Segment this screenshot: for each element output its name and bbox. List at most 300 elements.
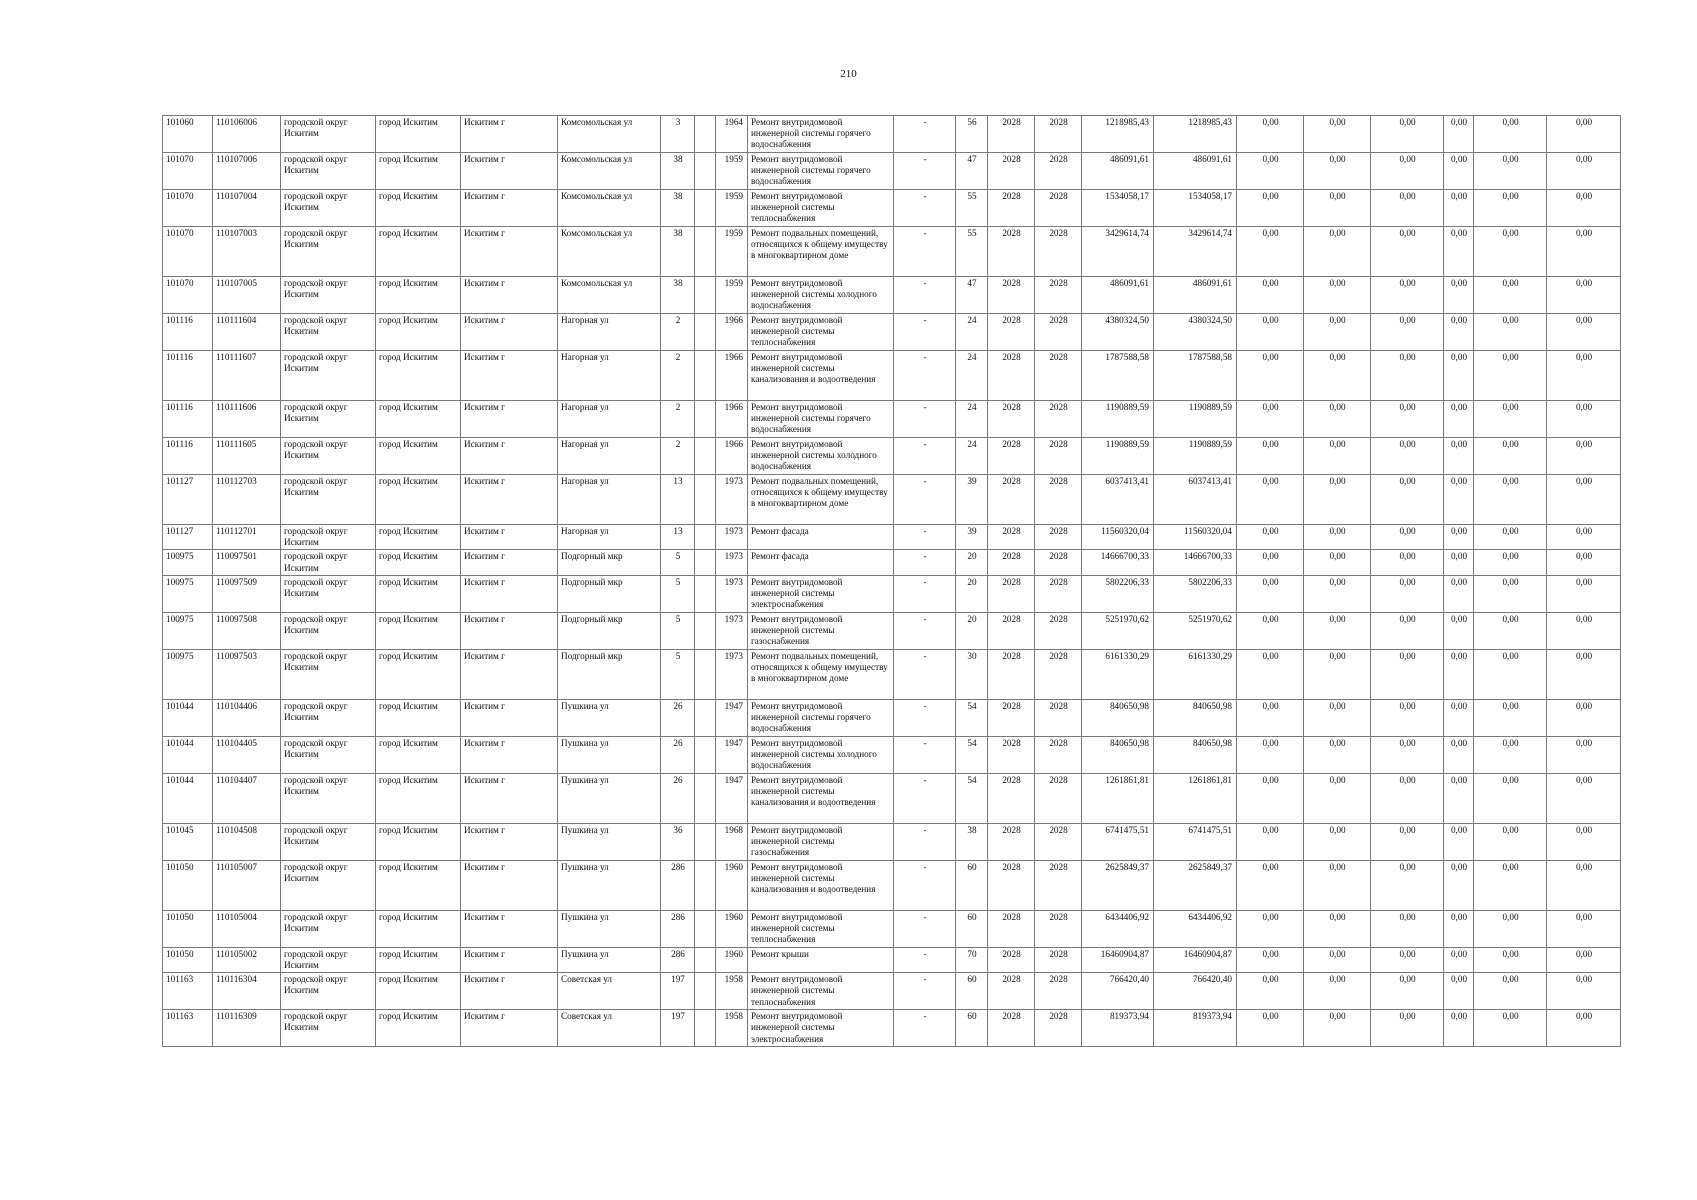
other-funds-cell: 0,00 <box>1474 773 1547 823</box>
settlement-cell: город Искитим <box>376 277 461 314</box>
city-cell: Искитим г <box>461 575 558 612</box>
work-type-cell: Ремонт внутридомовой инженерной системы теплоснабжения <box>748 190 894 227</box>
object-id-cell: 110107006 <box>213 153 281 190</box>
plan-year-end-cell: 2028 <box>1035 438 1082 475</box>
uid-cell: 100975 <box>163 649 213 699</box>
work-type-cell: Ремонт внутридомовой инженерной системы теплоснабжения <box>748 314 894 351</box>
municipality-cell: городской округ Искитим <box>281 910 376 947</box>
city-cell: Искитим г <box>461 736 558 773</box>
year-cell: 1947 <box>716 773 748 823</box>
owner-funds-cell: 0,00 <box>1444 314 1474 351</box>
uid-cell: 101127 <box>163 475 213 525</box>
total-cost-cell: 16460904,87 <box>1082 947 1154 972</box>
plan-year-start-cell: 2028 <box>988 910 1035 947</box>
budget-cell: 0,00 <box>1237 277 1304 314</box>
municipality-cell: городской округ Искитим <box>281 699 376 736</box>
total-cost-cell: 6037413,41 <box>1082 475 1154 525</box>
city-cell: Искитим г <box>461 649 558 699</box>
other-funds-cell: 0,00 <box>1474 351 1547 401</box>
regional-budget-cell: 0,00 <box>1304 277 1371 314</box>
work-type-cell: Ремонт внутридомовой инженерной системы горячего водоснабжения <box>748 401 894 438</box>
building-cell <box>695 153 716 190</box>
total-cost-cell: 486091,61 <box>1082 153 1154 190</box>
house-cell: 2 <box>661 438 695 475</box>
plan-year-start-cell: 2028 <box>988 612 1035 649</box>
budget-cell: 0,00 <box>1237 190 1304 227</box>
table-row <box>163 190 1621 227</box>
owner-funds-cell: 0,00 <box>1444 910 1474 947</box>
wear-cell: 39 <box>956 475 988 525</box>
total-cost-cell: 1787588,58 <box>1082 351 1154 401</box>
house-cell: 38 <box>661 227 695 277</box>
municipality-cell: городской округ Искитим <box>281 736 376 773</box>
settlement-cell: город Искитим <box>376 475 461 525</box>
municipality-cell: городской округ Искитим <box>281 438 376 475</box>
other-funds-cell: 0,00 <box>1474 190 1547 227</box>
settlement-cell: город Искитим <box>376 947 461 972</box>
house-cell: 286 <box>661 947 695 972</box>
street-cell: Подгорный мкр <box>558 612 661 649</box>
plan-year-start-cell: 2028 <box>988 550 1035 575</box>
year-cell: 1966 <box>716 351 748 401</box>
extra-funds-cell: 0,00 <box>1547 475 1621 525</box>
object-id-cell: 110097509 <box>213 575 281 612</box>
city-cell: Искитим г <box>461 475 558 525</box>
plan-year-start-cell: 2028 <box>988 277 1035 314</box>
house-cell: 5 <box>661 612 695 649</box>
object-id-cell: 110112701 <box>213 525 281 550</box>
house-cell: 5 <box>661 575 695 612</box>
year-cell: 1960 <box>716 910 748 947</box>
municipality-cell: городской округ Искитим <box>281 525 376 550</box>
work-type-cell: Ремонт внутридомовой инженерной системы холодного водоснабжения <box>748 277 894 314</box>
street-cell: Нагорная ул <box>558 314 661 351</box>
street-cell: Пушкина ул <box>558 699 661 736</box>
wear-cell: 24 <box>956 401 988 438</box>
uid-cell: 101044 <box>163 699 213 736</box>
settlement-cell: город Искитим <box>376 612 461 649</box>
city-cell: Искитим г <box>461 351 558 401</box>
other-funds-cell: 0,00 <box>1474 823 1547 860</box>
plan-year-start-cell: 2028 <box>988 401 1035 438</box>
budget-cell: 0,00 <box>1237 910 1304 947</box>
year-cell: 1973 <box>716 475 748 525</box>
total-cost-cell: 840650,98 <box>1082 736 1154 773</box>
extra-funds-cell: 0,00 <box>1547 860 1621 910</box>
table-row <box>163 153 1621 190</box>
settlement-cell: город Искитим <box>376 773 461 823</box>
plan-year-start-cell: 2028 <box>988 649 1035 699</box>
wear-cell: 54 <box>956 736 988 773</box>
total-cost-cell: 6161330,29 <box>1082 649 1154 699</box>
regional-budget-cell: 0,00 <box>1304 736 1371 773</box>
work-type-cell: Ремонт подвальных помещений, относящихся к общему имуществу в многоквартирном доме <box>748 227 894 277</box>
regional-budget-cell: 0,00 <box>1304 227 1371 277</box>
local-budget-cell: 0,00 <box>1371 525 1444 550</box>
year-cell: 1973 <box>716 649 748 699</box>
total-cost-cell: 1218985,43 <box>1082 116 1154 153</box>
regional-budget-cell: 0,00 <box>1304 612 1371 649</box>
extra-funds-cell: 0,00 <box>1547 401 1621 438</box>
uid-cell: 101116 <box>163 438 213 475</box>
uid-cell: 100975 <box>163 575 213 612</box>
city-cell: Искитим г <box>461 910 558 947</box>
dash-cell: - <box>894 153 956 190</box>
municipality-cell: городской округ Искитим <box>281 116 376 153</box>
other-funds-cell: 0,00 <box>1474 525 1547 550</box>
uid-cell: 101163 <box>163 973 213 1010</box>
owner-funds-cell: 0,00 <box>1444 190 1474 227</box>
regional-budget-cell: 0,00 <box>1304 401 1371 438</box>
plan-year-start-cell: 2028 <box>988 227 1035 277</box>
budget-cell: 0,00 <box>1237 314 1304 351</box>
plan-year-end-cell: 2028 <box>1035 947 1082 972</box>
plan-year-end-cell: 2028 <box>1035 612 1082 649</box>
budget-cell: 0,00 <box>1237 736 1304 773</box>
table-row <box>163 277 1621 314</box>
building-cell <box>695 823 716 860</box>
other-funds-cell: 0,00 <box>1474 575 1547 612</box>
wear-cell: 20 <box>956 550 988 575</box>
wear-cell: 39 <box>956 525 988 550</box>
building-cell <box>695 699 716 736</box>
table-row <box>163 475 1621 525</box>
total-cost-cell: 6434406,92 <box>1082 910 1154 947</box>
plan-year-start-cell: 2028 <box>988 973 1035 1010</box>
wear-cell: 20 <box>956 612 988 649</box>
plan-year-start-cell: 2028 <box>988 190 1035 227</box>
city-cell: Искитим г <box>461 153 558 190</box>
work-type-cell: Ремонт внутридомовой инженерной системы электроснабжения <box>748 575 894 612</box>
work-type-cell: Ремонт внутридомовой инженерной системы канализования и водоотведения <box>748 860 894 910</box>
fund-cost-cell: 1190889,59 <box>1154 401 1237 438</box>
settlement-cell: город Искитим <box>376 699 461 736</box>
house-cell: 26 <box>661 699 695 736</box>
building-cell <box>695 438 716 475</box>
plan-year-end-cell: 2028 <box>1035 860 1082 910</box>
street-cell: Подгорный мкр <box>558 649 661 699</box>
plan-year-end-cell: 2028 <box>1035 550 1082 575</box>
extra-funds-cell: 0,00 <box>1547 612 1621 649</box>
work-type-cell: Ремонт фасада <box>748 550 894 575</box>
work-type-cell: Ремонт внутридомовой инженерной системы горячего водоснабжения <box>748 116 894 153</box>
street-cell: Комсомольская ул <box>558 153 661 190</box>
dash-cell: - <box>894 438 956 475</box>
street-cell: Нагорная ул <box>558 525 661 550</box>
uid-cell: 101044 <box>163 773 213 823</box>
building-cell <box>695 736 716 773</box>
wear-cell: 47 <box>956 153 988 190</box>
budget-cell: 0,00 <box>1237 575 1304 612</box>
work-type-cell: Ремонт внутридомовой инженерной системы холодного водоснабжения <box>748 438 894 475</box>
owner-funds-cell: 0,00 <box>1444 973 1474 1010</box>
year-cell: 1973 <box>716 550 748 575</box>
regional-budget-cell: 0,00 <box>1304 190 1371 227</box>
extra-funds-cell: 0,00 <box>1547 550 1621 575</box>
uid-cell: 101050 <box>163 910 213 947</box>
work-type-cell: Ремонт крыши <box>748 947 894 972</box>
table-row <box>163 401 1621 438</box>
fund-cost-cell: 16460904,87 <box>1154 947 1237 972</box>
house-cell: 26 <box>661 773 695 823</box>
street-cell: Советская ул <box>558 1010 661 1047</box>
object-id-cell: 110106006 <box>213 116 281 153</box>
extra-funds-cell: 0,00 <box>1547 277 1621 314</box>
plan-year-start-cell: 2028 <box>988 823 1035 860</box>
total-cost-cell: 14666700,33 <box>1082 550 1154 575</box>
object-id-cell: 110111606 <box>213 401 281 438</box>
other-funds-cell: 0,00 <box>1474 314 1547 351</box>
municipality-cell: городской округ Искитим <box>281 773 376 823</box>
owner-funds-cell: 0,00 <box>1444 575 1474 612</box>
owner-funds-cell: 0,00 <box>1444 550 1474 575</box>
wear-cell: 47 <box>956 277 988 314</box>
extra-funds-cell: 0,00 <box>1547 773 1621 823</box>
dash-cell: - <box>894 947 956 972</box>
fund-cost-cell: 486091,61 <box>1154 277 1237 314</box>
table-row <box>163 947 1621 972</box>
budget-cell: 0,00 <box>1237 699 1304 736</box>
budget-cell: 0,00 <box>1237 153 1304 190</box>
building-cell <box>695 575 716 612</box>
local-budget-cell: 0,00 <box>1371 773 1444 823</box>
plan-year-start-cell: 2028 <box>988 525 1035 550</box>
regional-budget-cell: 0,00 <box>1304 910 1371 947</box>
plan-year-end-cell: 2028 <box>1035 116 1082 153</box>
year-cell: 1966 <box>716 438 748 475</box>
year-cell: 1958 <box>716 973 748 1010</box>
plan-year-end-cell: 2028 <box>1035 575 1082 612</box>
owner-funds-cell: 0,00 <box>1444 351 1474 401</box>
wear-cell: 54 <box>956 773 988 823</box>
work-type-cell: Ремонт внутридомовой инженерной системы холодного водоснабжения <box>748 736 894 773</box>
fund-cost-cell: 5802206,33 <box>1154 575 1237 612</box>
plan-year-end-cell: 2028 <box>1035 773 1082 823</box>
work-type-cell: Ремонт внутридомовой инженерной системы теплоснабжения <box>748 910 894 947</box>
regional-budget-cell: 0,00 <box>1304 947 1371 972</box>
object-id-cell: 110097503 <box>213 649 281 699</box>
fund-cost-cell: 6741475,51 <box>1154 823 1237 860</box>
object-id-cell: 110111605 <box>213 438 281 475</box>
house-cell: 5 <box>661 649 695 699</box>
owner-funds-cell: 0,00 <box>1444 153 1474 190</box>
other-funds-cell: 0,00 <box>1474 649 1547 699</box>
owner-funds-cell: 0,00 <box>1444 823 1474 860</box>
house-cell: 38 <box>661 277 695 314</box>
dash-cell: - <box>894 277 956 314</box>
table-row <box>163 910 1621 947</box>
municipality-cell: городской округ Искитим <box>281 190 376 227</box>
object-id-cell: 110097508 <box>213 612 281 649</box>
municipality-cell: городской округ Искитим <box>281 1010 376 1047</box>
local-budget-cell: 0,00 <box>1371 153 1444 190</box>
building-cell <box>695 475 716 525</box>
house-cell: 286 <box>661 910 695 947</box>
municipality-cell: городской округ Искитим <box>281 314 376 351</box>
local-budget-cell: 0,00 <box>1371 575 1444 612</box>
building-cell <box>695 277 716 314</box>
dash-cell: - <box>894 860 956 910</box>
regional-budget-cell: 0,00 <box>1304 823 1371 860</box>
fund-cost-cell: 6434406,92 <box>1154 910 1237 947</box>
dash-cell: - <box>894 699 956 736</box>
table-row <box>163 314 1621 351</box>
city-cell: Искитим г <box>461 227 558 277</box>
object-id-cell: 110107005 <box>213 277 281 314</box>
municipality-cell: городской округ Искитим <box>281 860 376 910</box>
table-row <box>163 773 1621 823</box>
local-budget-cell: 0,00 <box>1371 649 1444 699</box>
total-cost-cell: 5251970,62 <box>1082 612 1154 649</box>
owner-funds-cell: 0,00 <box>1444 860 1474 910</box>
plan-year-start-cell: 2028 <box>988 116 1035 153</box>
street-cell: Советская ул <box>558 973 661 1010</box>
total-cost-cell: 6741475,51 <box>1082 823 1154 860</box>
fund-cost-cell: 819373,94 <box>1154 1010 1237 1047</box>
dash-cell: - <box>894 736 956 773</box>
local-budget-cell: 0,00 <box>1371 190 1444 227</box>
owner-funds-cell: 0,00 <box>1444 525 1474 550</box>
building-cell <box>695 947 716 972</box>
budget-cell: 0,00 <box>1237 947 1304 972</box>
building-cell <box>695 550 716 575</box>
dash-cell: - <box>894 314 956 351</box>
local-budget-cell: 0,00 <box>1371 550 1444 575</box>
municipality-cell: городской округ Искитим <box>281 277 376 314</box>
fund-cost-cell: 6037413,41 <box>1154 475 1237 525</box>
regional-budget-cell: 0,00 <box>1304 351 1371 401</box>
settlement-cell: город Искитим <box>376 116 461 153</box>
total-cost-cell: 1534058,17 <box>1082 190 1154 227</box>
plan-year-start-cell: 2028 <box>988 947 1035 972</box>
object-id-cell: 110112703 <box>213 475 281 525</box>
extra-funds-cell: 0,00 <box>1547 947 1621 972</box>
street-cell: Комсомольская ул <box>558 116 661 153</box>
extra-funds-cell: 0,00 <box>1547 153 1621 190</box>
settlement-cell: город Искитим <box>376 190 461 227</box>
fund-cost-cell: 2625849,37 <box>1154 860 1237 910</box>
work-type-cell: Ремонт фасада <box>748 525 894 550</box>
plan-year-start-cell: 2028 <box>988 153 1035 190</box>
street-cell: Пушкина ул <box>558 736 661 773</box>
municipality-cell: городской округ Искитим <box>281 153 376 190</box>
local-budget-cell: 0,00 <box>1371 910 1444 947</box>
plan-year-start-cell: 2028 <box>988 860 1035 910</box>
total-cost-cell: 5802206,33 <box>1082 575 1154 612</box>
local-budget-cell: 0,00 <box>1371 947 1444 972</box>
house-cell: 36 <box>661 823 695 860</box>
owner-funds-cell: 0,00 <box>1444 773 1474 823</box>
local-budget-cell: 0,00 <box>1371 823 1444 860</box>
extra-funds-cell: 0,00 <box>1547 823 1621 860</box>
house-cell: 26 <box>661 736 695 773</box>
total-cost-cell: 840650,98 <box>1082 699 1154 736</box>
local-budget-cell: 0,00 <box>1371 612 1444 649</box>
plan-year-start-cell: 2028 <box>988 475 1035 525</box>
local-budget-cell: 0,00 <box>1371 438 1444 475</box>
fund-cost-cell: 3429614,74 <box>1154 227 1237 277</box>
budget-cell: 0,00 <box>1237 973 1304 1010</box>
plan-year-end-cell: 2028 <box>1035 351 1082 401</box>
wear-cell: 60 <box>956 973 988 1010</box>
settlement-cell: город Искитим <box>376 351 461 401</box>
municipality-cell: городской округ Искитим <box>281 351 376 401</box>
fund-cost-cell: 1190889,59 <box>1154 438 1237 475</box>
work-type-cell: Ремонт внутридомовой инженерной системы канализования и водоотведения <box>748 351 894 401</box>
other-funds-cell: 0,00 <box>1474 612 1547 649</box>
uid-cell: 101116 <box>163 401 213 438</box>
table-row <box>163 227 1621 277</box>
other-funds-cell: 0,00 <box>1474 277 1547 314</box>
table-row <box>163 1010 1621 1047</box>
table-row <box>163 823 1621 860</box>
plan-year-end-cell: 2028 <box>1035 910 1082 947</box>
uid-cell: 101045 <box>163 823 213 860</box>
work-type-cell: Ремонт внутридомовой инженерной системы газоснабжения <box>748 823 894 860</box>
settlement-cell: город Искитим <box>376 823 461 860</box>
plan-year-start-cell: 2028 <box>988 773 1035 823</box>
total-cost-cell: 1190889,59 <box>1082 401 1154 438</box>
year-cell: 1960 <box>716 947 748 972</box>
street-cell: Подгорный мкр <box>558 575 661 612</box>
dash-cell: - <box>894 525 956 550</box>
uid-cell: 101127 <box>163 525 213 550</box>
other-funds-cell: 0,00 <box>1474 1010 1547 1047</box>
total-cost-cell: 819373,94 <box>1082 1010 1154 1047</box>
budget-cell: 0,00 <box>1237 550 1304 575</box>
wear-cell: 24 <box>956 314 988 351</box>
wear-cell: 38 <box>956 823 988 860</box>
wear-cell: 55 <box>956 190 988 227</box>
budget-cell: 0,00 <box>1237 1010 1304 1047</box>
wear-cell: 20 <box>956 575 988 612</box>
uid-cell: 101070 <box>163 227 213 277</box>
settlement-cell: город Искитим <box>376 649 461 699</box>
total-cost-cell: 1261861,81 <box>1082 773 1154 823</box>
year-cell: 1947 <box>716 736 748 773</box>
regional-budget-cell: 0,00 <box>1304 314 1371 351</box>
uid-cell: 101050 <box>163 947 213 972</box>
regional-budget-cell: 0,00 <box>1304 973 1371 1010</box>
year-cell: 1960 <box>716 860 748 910</box>
dash-cell: - <box>894 973 956 1010</box>
year-cell: 1959 <box>716 277 748 314</box>
house-cell: 286 <box>661 860 695 910</box>
dash-cell: - <box>894 773 956 823</box>
plan-year-end-cell: 2028 <box>1035 190 1082 227</box>
year-cell: 1968 <box>716 823 748 860</box>
year-cell: 1966 <box>716 401 748 438</box>
city-cell: Искитим г <box>461 823 558 860</box>
street-cell: Нагорная ул <box>558 351 661 401</box>
building-cell <box>695 351 716 401</box>
regional-budget-cell: 0,00 <box>1304 649 1371 699</box>
settlement-cell: город Искитим <box>376 314 461 351</box>
table-row <box>163 860 1621 910</box>
plan-year-end-cell: 2028 <box>1035 314 1082 351</box>
street-cell: Комсомольская ул <box>558 190 661 227</box>
year-cell: 1947 <box>716 699 748 736</box>
owner-funds-cell: 0,00 <box>1444 227 1474 277</box>
plan-year-end-cell: 2028 <box>1035 699 1082 736</box>
owner-funds-cell: 0,00 <box>1444 612 1474 649</box>
object-id-cell: 110104406 <box>213 699 281 736</box>
settlement-cell: город Искитим <box>376 736 461 773</box>
year-cell: 1959 <box>716 190 748 227</box>
owner-funds-cell: 0,00 <box>1444 1010 1474 1047</box>
wear-cell: 60 <box>956 1010 988 1047</box>
house-cell: 3 <box>661 116 695 153</box>
